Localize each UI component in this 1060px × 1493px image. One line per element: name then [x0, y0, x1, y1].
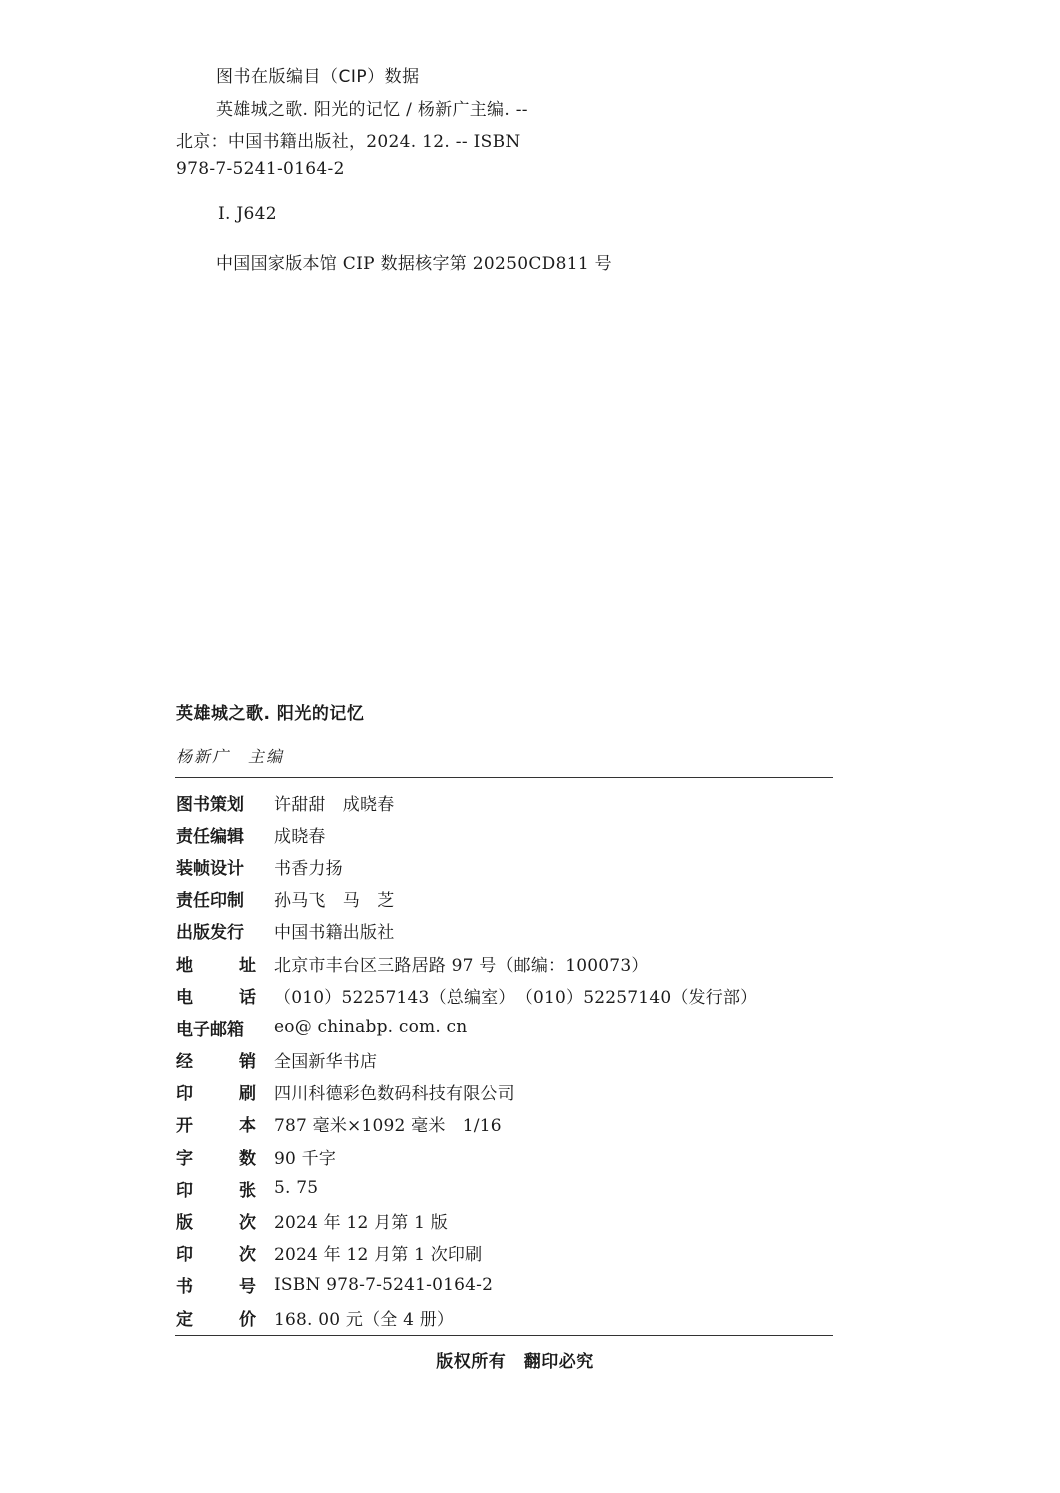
colophon-row-value: 90 千字 — [274, 1148, 337, 1169]
book-title: 英雄城之歌. 阳光的记忆 — [176, 704, 365, 724]
colophon-row — [176, 850, 836, 882]
colophon-row-label: 字 数 — [176, 1148, 256, 1169]
cip-heading: 图书在版编目（CIP）数据 — [216, 67, 420, 87]
colophon-row — [176, 883, 836, 915]
colophon-row — [176, 1140, 836, 1172]
editor-credit: 杨新广 主编 — [176, 747, 285, 766]
colophon-row-value: 四川科德彩色数码科技有限公司 — [274, 1084, 515, 1105]
colophon-row — [176, 915, 836, 947]
colophon-row-value: （010）52257143（总编室） （010）52257140（发行部） — [274, 987, 758, 1008]
colophon-row — [176, 786, 836, 818]
colophon-row-label: 责任编辑 — [176, 826, 244, 847]
colophon-row-label: 印 刷 — [176, 1084, 256, 1105]
colophon-row — [176, 1011, 836, 1043]
colophon-row-label: 经 销 — [176, 1052, 256, 1073]
colophon-row — [176, 1204, 836, 1236]
colophon-row-value: eo@ chinabp. com. cn — [274, 1017, 468, 1038]
colophon-row — [176, 1076, 836, 1108]
colophon-row — [176, 1269, 836, 1301]
colophon-details — [176, 786, 836, 1333]
colophon-row — [176, 1044, 836, 1076]
colophon-row-label: 书 号 — [176, 1277, 256, 1298]
colophon-row-label: 图书策划 — [176, 794, 244, 815]
colophon-row — [176, 947, 836, 979]
colophon-row — [176, 1108, 836, 1140]
cip-line-classification: Ⅰ. J642 — [218, 204, 277, 224]
cip-line-isbn: 978-7-5241-0164-2 — [176, 159, 345, 179]
copyright-notice: 版权所有 翻印必究 — [436, 1352, 594, 1372]
colophon-row-label: 版 次 — [176, 1213, 256, 1234]
colophon-row-value: ISBN 978-7-5241-0164-2 — [274, 1274, 494, 1295]
colophon-row-value: 787 毫米×1092 毫米 1/16 — [274, 1116, 502, 1137]
cip-line-publisher: 北京：中国书籍出版社，2024. 12. -- ISBN — [176, 132, 521, 152]
colophon-row — [176, 1237, 836, 1269]
colophon-row-label: 地 址 — [176, 955, 256, 976]
colophon-row-value: 168. 00 元（全 4 册） — [274, 1309, 455, 1330]
colophon-row-label: 印 张 — [176, 1180, 256, 1201]
colophon-row-value: 许甜甜 成晓春 — [274, 794, 395, 815]
colophon-row-label: 装帧设计 — [176, 858, 244, 879]
colophon-row-value: 全国新华书店 — [274, 1052, 378, 1073]
colophon-row-value: 2024 年 12 月第 1 次印刷 — [274, 1245, 483, 1266]
colophon-row-value: 2024 年 12 月第 1 版 — [274, 1213, 448, 1234]
colophon-row-value: 北京市丰台区三路居路 97 号（邮编：100073） — [274, 955, 649, 976]
colophon-row-value: 书香力扬 — [274, 858, 343, 879]
colophon-row-value: 孙马飞 马 芝 — [274, 891, 395, 912]
colophon-row — [176, 1301, 836, 1333]
colophon-row-value: 5. 75 — [274, 1178, 319, 1199]
colophon-row-label: 开 本 — [176, 1116, 256, 1137]
bottom-rule — [175, 1335, 833, 1336]
colophon-row — [176, 818, 836, 850]
colophon-row — [176, 1172, 836, 1204]
colophon-row-value: 中国书籍出版社 — [274, 923, 395, 944]
colophon-row-label: 电 话 — [176, 987, 256, 1008]
colophon-row-label: 电子邮箱 — [176, 1019, 244, 1040]
cip-line-record-number: 中国国家版本馆 CIP 数据核字第 20250CD811 号 — [216, 254, 612, 274]
cip-line-title: 英雄城之歌. 阳光的记忆 / 杨新广主编. -- — [216, 100, 528, 120]
colophon-row-label: 定 价 — [176, 1309, 256, 1330]
colophon-row-label: 责任印制 — [176, 891, 244, 912]
top-rule — [175, 777, 833, 778]
colophon-row — [176, 979, 836, 1011]
colophon-row-label: 出版发行 — [176, 923, 244, 944]
colophon-row-value: 成晓春 — [274, 826, 326, 847]
colophon-row-label: 印 次 — [176, 1245, 256, 1266]
